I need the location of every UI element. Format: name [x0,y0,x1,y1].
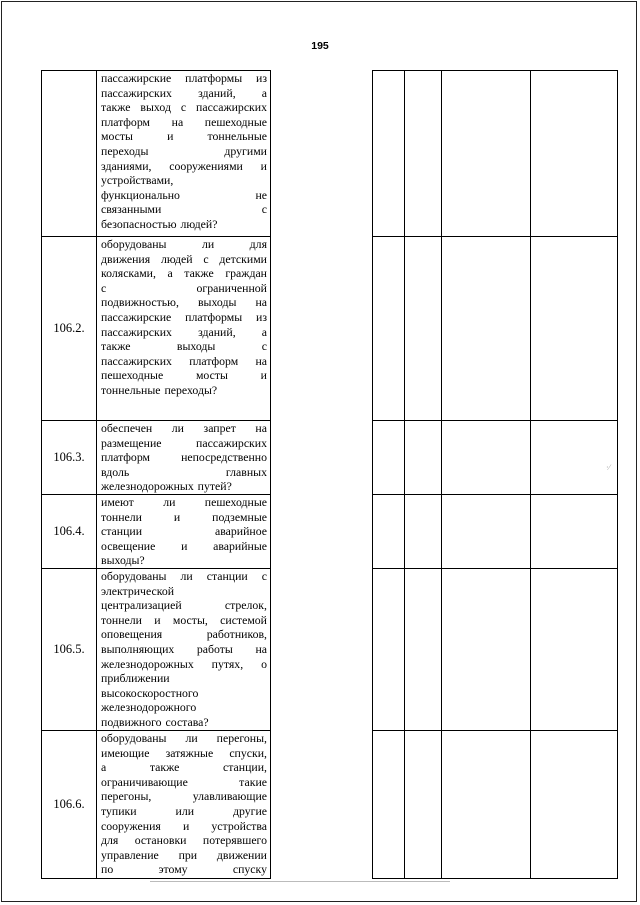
question-line: пассажирских платформ на [101,353,267,368]
checklist-row [42,569,271,731]
question-line: выполняющих работы на [101,641,267,656]
question-line: перегоны, улавливающие [101,789,267,804]
answer-cell[interactable] [405,495,442,569]
question-line: электрической [101,583,175,598]
answer-row [373,569,618,731]
bottom-rule [150,881,450,882]
question-text [97,495,270,567]
question-line: для остановки потерявшего [101,833,267,848]
checklist-row [42,495,271,569]
question-line: размещение пассажирских [101,435,267,450]
question-line: имеют ли пешеходные [101,495,267,509]
checklist-row [42,71,271,237]
answer-cell[interactable] [531,237,618,421]
question-line: также выходы с [101,339,267,354]
answer-row [373,495,618,569]
question-line: тупики или другие [101,803,267,818]
item-number: 106.4. [42,495,97,569]
question-line: пассажирские платформы из [101,71,267,85]
question-cell [97,495,271,569]
answer-cell[interactable] [531,569,618,731]
question-line: пассажирских зданий, а [101,85,267,100]
question-text [97,71,270,235]
question-cell [97,237,271,421]
item-number: 106.5. [42,569,97,731]
answer-cell[interactable] [442,71,531,237]
question-cell [97,731,271,879]
answer-cell[interactable] [442,495,531,569]
question-line: переходы другими [101,143,267,158]
question-line: функционально не [101,187,267,202]
answer-cell[interactable] [531,731,618,879]
question-line: оборудованы ли станции с [101,569,267,583]
question-line: оповещения работников, [101,627,267,642]
question-line: устройствами, [101,173,174,188]
question-line: безопасностью людей? [101,216,218,231]
question-line: зданиями, сооружениями и [101,158,267,173]
answer-cell[interactable] [405,731,442,879]
question-line: связанными с [101,202,267,217]
question-line: железнодорожных путей? [101,479,232,493]
question-line: подвижностью, выходы на [101,295,267,310]
answer-cell[interactable] [373,421,405,495]
answer-cell[interactable] [405,71,442,237]
answer-cell[interactable] [373,71,405,237]
answer-cell[interactable] [442,569,531,731]
question-line: пассажирские платформы из [101,309,267,324]
question-line: выходы? [101,553,145,567]
question-line: с ограниченной [101,280,267,295]
checklist-row [42,237,271,421]
answer-cell[interactable] [373,731,405,879]
item-number: 106.3. [42,421,97,495]
question-text [97,237,270,419]
question-cell [97,71,271,237]
scan-mark: ·⁄ [606,463,610,472]
question-line: пешеходные мосты и [101,368,267,383]
checklist-row [42,421,271,495]
question-line: движения людей с детскими [101,251,267,266]
question-text [97,731,270,877]
question-line: имеющие затяжные спуски, [101,745,267,760]
question-line: тоннели и подземные [101,509,267,524]
question-line: оборудованы ли перегоны, [101,731,267,745]
answer-cell[interactable] [531,71,618,237]
question-cell [97,569,271,731]
question-line: тоннели и мосты, системой [101,612,267,627]
question-text [97,569,270,729]
question-line: также выход с пассажирских [101,100,267,115]
question-line: приближении [101,671,170,686]
answer-cell[interactable] [405,569,442,731]
checklist-table [41,70,271,879]
answer-cell[interactable] [531,495,618,569]
answer-cell[interactable] [373,237,405,421]
answer-grid [372,70,618,879]
question-line: железнодорожного [101,700,197,715]
answer-cell[interactable] [442,237,531,421]
question-line: обеспечен ли запрет на [101,421,267,435]
answer-cell[interactable] [405,237,442,421]
answer-row [373,731,618,879]
question-text [97,421,270,493]
question-line: централизацией стрелок, [101,598,267,613]
item-number [42,71,97,237]
question-line: платформ на пешеходные [101,114,267,129]
question-line: пассажирских зданий, а [101,324,267,339]
question-line: колясками, а также граждан [101,266,267,281]
question-line: тоннельные переходы? [101,382,218,397]
checklist-row [42,731,271,879]
question-line: платформ непосредственно [101,450,267,465]
answer-row [373,71,618,237]
answer-cell[interactable] [373,569,405,731]
answer-cell[interactable] [405,421,442,495]
question-line: мосты и тоннельные [101,129,267,144]
answer-cell[interactable] [442,421,531,495]
question-line: а также станции, [101,760,267,775]
answer-cell[interactable] [531,421,618,495]
question-line: подвижного состава? [101,714,209,729]
question-line: высокоскоростного [101,685,199,700]
answer-cell[interactable] [373,495,405,569]
question-line: оборудованы ли для [101,237,267,251]
question-line: вдоль главных [101,464,267,479]
answer-row [373,421,618,495]
question-line: сооружения и устройства [101,818,267,833]
question-line: станции аварийное [101,524,267,539]
question-cell [97,421,271,495]
page-number: 195 [311,40,329,52]
item-number: 106.6. [42,731,97,879]
question-line: ограничивающие такие [101,774,267,789]
answer-row [373,237,618,421]
answer-cell[interactable] [442,731,531,879]
question-line: управление при движении [101,847,267,862]
question-line: железнодорожных путях, о [101,656,267,671]
item-number: 106.2. [42,237,97,421]
question-line: по этому спуску [101,862,267,877]
question-line: освещение и аварийные [101,538,267,553]
